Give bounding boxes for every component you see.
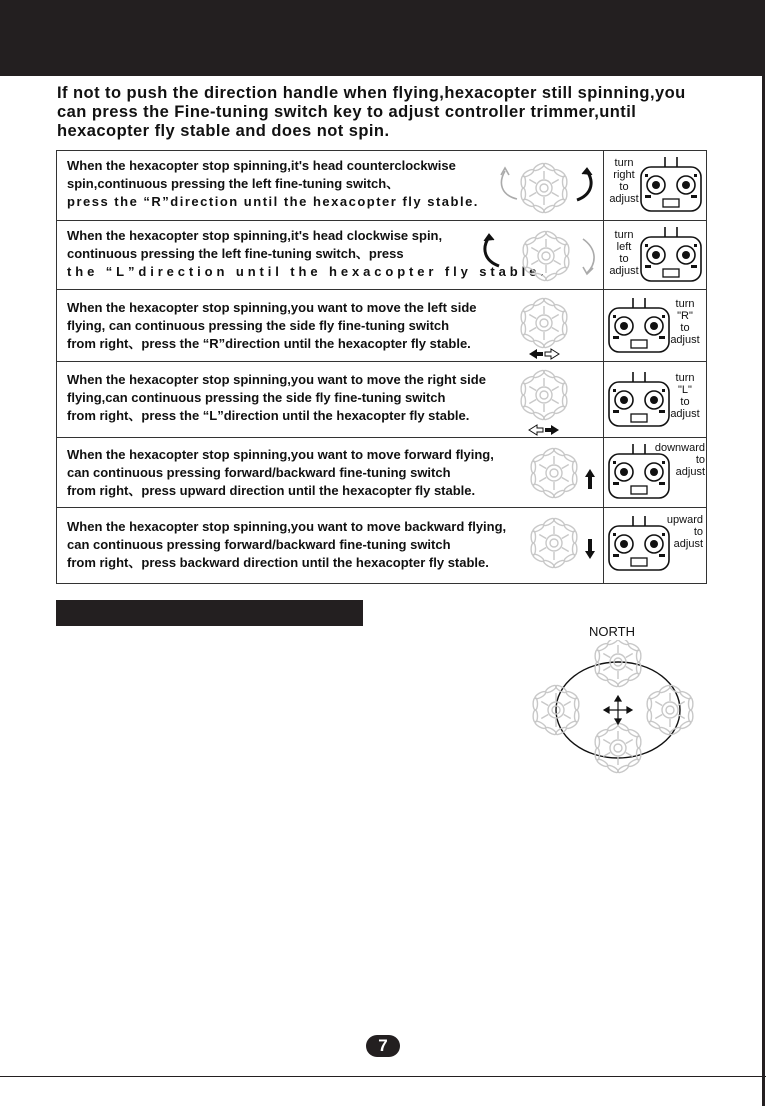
remote-controller-icon	[639, 155, 703, 219]
rotate-arrow-icon	[577, 235, 601, 279]
move-arrow-icon	[527, 348, 561, 360]
move-arrow-icon	[584, 538, 596, 560]
caption-line: "L"	[678, 384, 692, 396]
caption-line: to	[680, 322, 690, 334]
caption-line: adjust	[670, 334, 700, 346]
caption-line: to	[619, 253, 629, 265]
tuning-row	[57, 508, 706, 583]
row-line: continuous pressing the left fine-tuning switch、press	[67, 246, 404, 261]
adjust-caption	[649, 442, 705, 478]
row-line: When the hexacopter stop spinning,you want to move the right side	[67, 372, 486, 387]
caption-line: adjust	[609, 265, 639, 277]
hexacopter-icon	[642, 684, 698, 736]
caption-line: upward	[666, 514, 703, 526]
hexacopter-icon	[519, 229, 573, 283]
caption-line: to	[695, 454, 705, 466]
intro-paragraph	[57, 84, 757, 141]
right-edge-rule	[762, 0, 765, 1106]
adjust-caption	[665, 298, 705, 346]
hexacopter-icon	[517, 368, 571, 422]
row-line: from right、press upward direction until the hexacopter fly stable.	[67, 483, 476, 498]
move-arrow-icon	[584, 468, 596, 490]
row-line: can continuous pressing forward/backward fine-tuning switch	[67, 465, 451, 480]
caption-line: right	[613, 169, 635, 181]
caption-line: downward	[654, 442, 705, 454]
row-line: press the “R”direction until the hexacopter fly stable.	[67, 194, 479, 209]
adjust-caption	[655, 514, 703, 550]
adjust-caption	[607, 229, 641, 277]
center-cross-arrow-icon	[604, 696, 632, 724]
tuning-row	[57, 221, 706, 290]
row-line: When the hexacopter stop spinning,you want to move the left side	[67, 300, 477, 315]
hexacopter-icon	[517, 161, 571, 215]
row-line: can continuous pressing forward/backward fine-tuning switch	[67, 537, 451, 552]
adjust-caption	[607, 157, 641, 205]
tuning-row	[57, 362, 706, 438]
remote-controller-icon	[639, 225, 703, 289]
bottom-rule	[0, 1076, 766, 1077]
row-line: When the hexacopter stop spinning,it's head counterclockwise	[67, 158, 456, 173]
row-line: When the hexacopter stop spinning,you want to move backward flying,	[67, 519, 507, 534]
hexacopter-icon	[527, 516, 581, 570]
caption-line: left	[616, 241, 632, 253]
row-line: flying,can continuous pressing the side fly fine-tuning switch	[67, 390, 446, 405]
adjust-caption	[665, 372, 705, 420]
intro-line: If not to push the direction handle when flying,hexacopter still spinning,you	[57, 84, 686, 102]
caption-line: adjust	[675, 466, 705, 478]
move-arrow-icon	[527, 424, 561, 436]
row-line: When the hexacopter stop spinning,you want to move forward flying,	[67, 447, 494, 462]
caption-line: to	[619, 181, 629, 193]
row-line: spin,continuous pressing the left fine-tuning switch、	[67, 176, 400, 191]
intro-line: can press the Fine-tuning switch key to adjust controller trimmer,until	[57, 103, 637, 121]
hexacopter-icon	[527, 446, 581, 500]
row-instructions	[67, 299, 477, 353]
tuning-row	[57, 438, 706, 508]
rotate-arrow-icon	[571, 165, 595, 205]
caption-line: adjust	[609, 193, 639, 205]
caption-line: "R"	[677, 310, 693, 322]
tuning-row	[57, 290, 706, 362]
row-line: flying, can continuous pressing the side fly fine-tuning switch	[67, 318, 450, 333]
row-instructions	[67, 446, 494, 500]
row-instructions	[67, 518, 506, 572]
rotate-arrow-icon	[481, 231, 505, 271]
caption-line: turn	[675, 372, 695, 384]
caption-line: adjust	[673, 538, 703, 550]
page-number: 7	[366, 1035, 400, 1057]
caption-line: turn	[614, 229, 634, 241]
fine-tuning-table	[56, 150, 707, 584]
row-line: the “L”direction until the hexacopter fly stable.	[67, 264, 548, 279]
row-divider	[603, 151, 604, 220]
section-heading-bar	[56, 600, 363, 626]
row-instructions	[67, 227, 548, 281]
caption-line: turn	[614, 157, 634, 169]
header-bar	[0, 0, 762, 76]
remote-controller-icon	[607, 370, 671, 434]
caption-line: to	[680, 396, 690, 408]
hexacopter-icon	[517, 296, 571, 350]
row-instructions	[67, 371, 486, 425]
row-divider	[603, 290, 604, 361]
orbit-diagram	[520, 640, 720, 780]
caption-line: adjust	[670, 408, 700, 420]
north-label: NORTH	[589, 624, 635, 639]
row-divider	[603, 221, 604, 289]
caption-line: turn	[675, 298, 695, 310]
row-line: from right、press the “R”direction until the hexacopter fly stable.	[67, 336, 471, 351]
row-divider	[603, 508, 604, 583]
row-line: from right、press backward direction until the hexacopter fly stable.	[67, 555, 489, 570]
hexacopter-icon	[590, 722, 646, 774]
row-line: When the hexacopter stop spinning,it's head clockwise spin,	[67, 228, 443, 243]
tuning-row	[57, 151, 706, 221]
row-instructions	[67, 157, 479, 211]
remote-controller-icon	[607, 296, 671, 360]
row-line: from right、press the “L”direction until the hexacopter fly stable.	[67, 408, 470, 423]
row-divider	[603, 362, 604, 437]
row-divider	[603, 438, 604, 507]
caption-line: to	[693, 526, 703, 538]
intro-line: hexacopter fly stable and does not spin.	[57, 122, 390, 140]
